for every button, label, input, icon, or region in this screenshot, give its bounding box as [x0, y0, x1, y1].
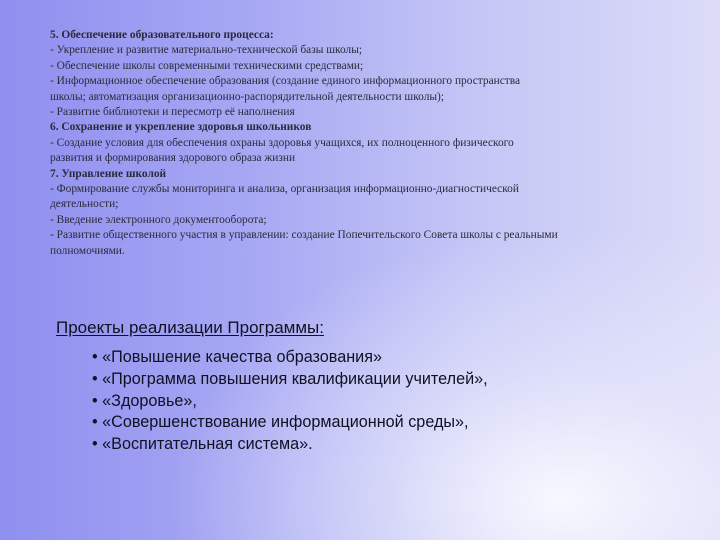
text-line: - Информационное обеспечение образования (создание единого информационного пространства: [50, 75, 521, 88]
text-line: - Развитие общественного участия в управлении: создание Попечительского Совета школы с реальными: [50, 229, 558, 242]
text-line: - Введение электронного документооборота;: [50, 213, 267, 226]
text-line: - Создание условия для обеспечения охраны здоровья учащихся, их полноценного физического: [50, 136, 514, 149]
heading-health: 6. Сохранение и укрепление здоровья школьников: [50, 121, 312, 134]
projects-section: [56, 317, 488, 456]
projects-title: [56, 317, 488, 339]
text-line: полномочиями.: [50, 244, 125, 257]
projects-title-text: Проекты реализации Программы: [56, 318, 320, 337]
text-line: - Развитие библиотеки и пересмотр её наполнения: [50, 106, 295, 119]
text-line: - Формирование службы мониторинга и анализа, организация информационно-диагностической: [50, 183, 519, 196]
list-item: • «Воспитательная система».: [92, 435, 313, 454]
text-line: - Обеспечение школы современными техническими средствами;: [50, 59, 364, 72]
text-line: школы; автоматизация организационно-распорядительной деятельности школы);: [50, 90, 444, 103]
heading-education-process: 5. Обеспечение образовательного процесса:: [50, 29, 274, 41]
list-item: • «Здоровье»,: [92, 391, 197, 410]
text-line: развития и формирования здорового образа жизни: [50, 152, 296, 165]
list-item: • «Повышение качества образования»: [92, 348, 382, 366]
list-item: • «Программа повышения квалификации учителей»,: [92, 369, 488, 388]
projects-list: [56, 347, 488, 456]
list-item: • «Совершенствование информационной среды»,: [92, 413, 469, 432]
text-line: деятельности;: [50, 198, 119, 211]
heading-management: 7. Управление школой: [50, 167, 167, 180]
projects-title-colon: :: [319, 318, 324, 337]
text-line: - Укрепление и развитие материально-технической базы школы;: [50, 44, 363, 57]
program-directions-text: [50, 28, 690, 259]
